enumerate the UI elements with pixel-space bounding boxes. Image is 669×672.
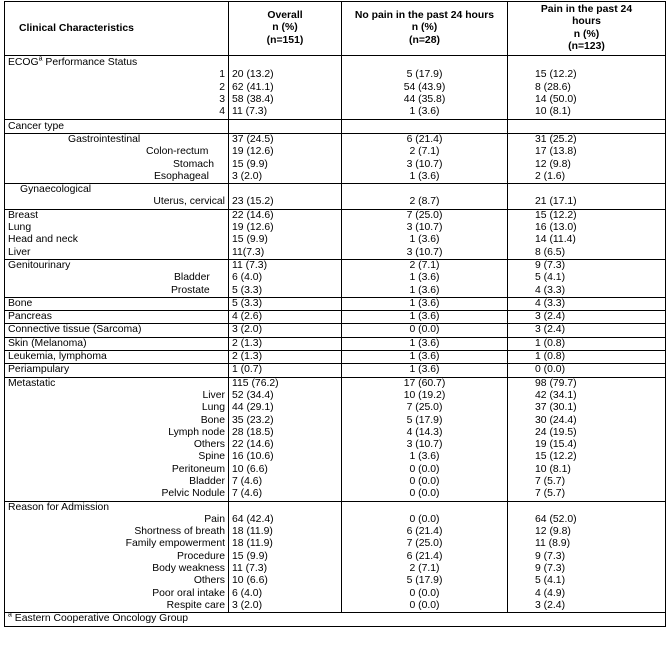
table-row: Gynaecological Uterus, cervical 23 (15.2) 2 (8.7) 21 (17.1)	[5, 184, 666, 210]
metastatic-section: Metastatic Liver Lung Bone Lymph node Others Spine Peritoneum Bladder Pelvic Nodule	[5, 377, 229, 501]
table-row	[5, 119, 666, 133]
cancer-misc-labels: Breast Lung Head and neck Liver	[5, 209, 229, 259]
admission-overall: 64 (42.4) 18 (11.9) 18 (11.9) 15 (9.9) 11 (7.3) 10 (6.6) 6 (4.0) 3 (2.0)	[229, 501, 342, 613]
cancer-gyn-labels: Gynaecological Uterus, cervical	[5, 184, 229, 210]
table-header-row	[5, 2, 666, 56]
clinical-characteristics-table	[4, 1, 666, 627]
footnote: $^a$ Eastern Cooperative Oncology Group	[5, 613, 666, 626]
metastatic-pain: 98 (79.7) 42 (34.1) 37 (30.1) 30 (24.4) 24 (19.5) 19 (15.4) 15 (12.2) 10 (8.1) 7 (5.7) 7 (5.7)	[508, 377, 666, 501]
table-row: Connective tissue (Sarcoma) 3 (2.0) 0 (0.0) 3 (2.4)	[5, 324, 666, 337]
table-row: Gastrointestinal Colon-rectum Stomach Esophageal 37 (24.5) 19 (12.6) 15 (9.9) 3 (2.0) 6 (21.4) 2 (7.1) 3 (10.7) 1 (3.6) 31 (25.2) 17 (13.8) 12 (9.8) 2 (1.6)	[5, 133, 666, 183]
table-row: Leukemia, lymphoma 2 (1.3) 1 (3.6) 1 (0.8)	[5, 351, 666, 364]
ecog-overall: 20 (13.2) 62 (41.1) 58 (38.4) 11 (7.3)	[229, 56, 342, 119]
admission-section: Reason for Admission Pain Shortness of breath Family empowerment Procedure Body weakness Others Poor oral intake Respite care	[5, 501, 229, 613]
cancer-gu-labels: Genitourinary Bladder Prostate	[5, 259, 229, 297]
header-overall: Overall n (%) (n=151)	[229, 2, 342, 56]
cancer-gi-labels: Gastrointestinal Colon-rectum Stomach Esophageal	[5, 133, 229, 183]
table-row	[5, 613, 666, 626]
metastatic-overall: 115 (76.2) 52 (34.4) 44 (29.1) 35 (23.2) 28 (18.5) 22 (14.6) 16 (10.6) 10 (6.6) 7 (4.6) 7 (4.6)	[229, 377, 342, 501]
header-no-pain: No pain in the past 24 hours n (%) (n=28)	[342, 2, 508, 56]
ecog-section: ECOG$^a$ Performance Status 1 2 3 4	[5, 56, 229, 119]
cancer-type-title: Cancer type	[5, 119, 229, 133]
table-row: Skin (Melanoma) 2 (1.3) 1 (3.6) 1 (0.8)	[5, 337, 666, 350]
ecog-pain: 15 (12.2) 8 (28.6) 14 (50.0) 10 (8.1)	[508, 56, 666, 119]
table-row: Genitourinary Bladder Prostate 11 (7.3) 6 (4.0) 5 (3.3) 2 (7.1) 1 (3.6) 1 (3.6) 9 (7.3) 5 (4.1) 4 (3.3)	[5, 259, 666, 297]
table-row: Bone 5 (3.3) 1 (3.6) 4 (3.3)	[5, 297, 666, 310]
metastatic-nopain: 17 (60.7) 10 (19.2) 7 (25.0) 5 (17.9) 4 (14.3) 3 (10.7) 1 (3.6) 0 (0.0) 0 (0.0) 0 (0.0)	[342, 377, 508, 501]
header-clinical-characteristics: Clinical Characteristics	[5, 2, 229, 56]
header-pain: Pain in the past 24 hours n (%) (n=123)	[508, 2, 666, 56]
ecog-nopain: 5 (17.9) 54 (43.9) 44 (35.8) 1 (3.6)	[342, 56, 508, 119]
table-row: Pancreas 4 (2.6) 1 (3.6) 3 (2.4)	[5, 311, 666, 324]
table-row	[5, 501, 666, 613]
table-row: Periampulary 1 (0.7) 1 (3.6) 0 (0.0)	[5, 364, 666, 377]
table-row	[5, 56, 666, 119]
admission-nopain: 0 (0.0) 6 (21.4) 7 (25.0) 6 (21.4) 2 (7.1) 5 (17.9) 0 (0.0) 0 (0.0)	[342, 501, 508, 613]
table-row	[5, 377, 666, 501]
table-row: Breast Lung Head and neck Liver 22 (14.6) 19 (12.6) 15 (9.9) 11(7.3) 7 (25.0) 3 (10.7) 1 (3.6) 3 (10.7) 15 (12.2) 16 (13.0) 14 (11.4) 8 (6.5)	[5, 209, 666, 259]
admission-pain: 64 (52.0) 12 (9.8) 11 (8.9) 9 (7.3) 9 (7.3) 5 (4.1) 4 (4.9) 3 (2.4)	[508, 501, 666, 613]
